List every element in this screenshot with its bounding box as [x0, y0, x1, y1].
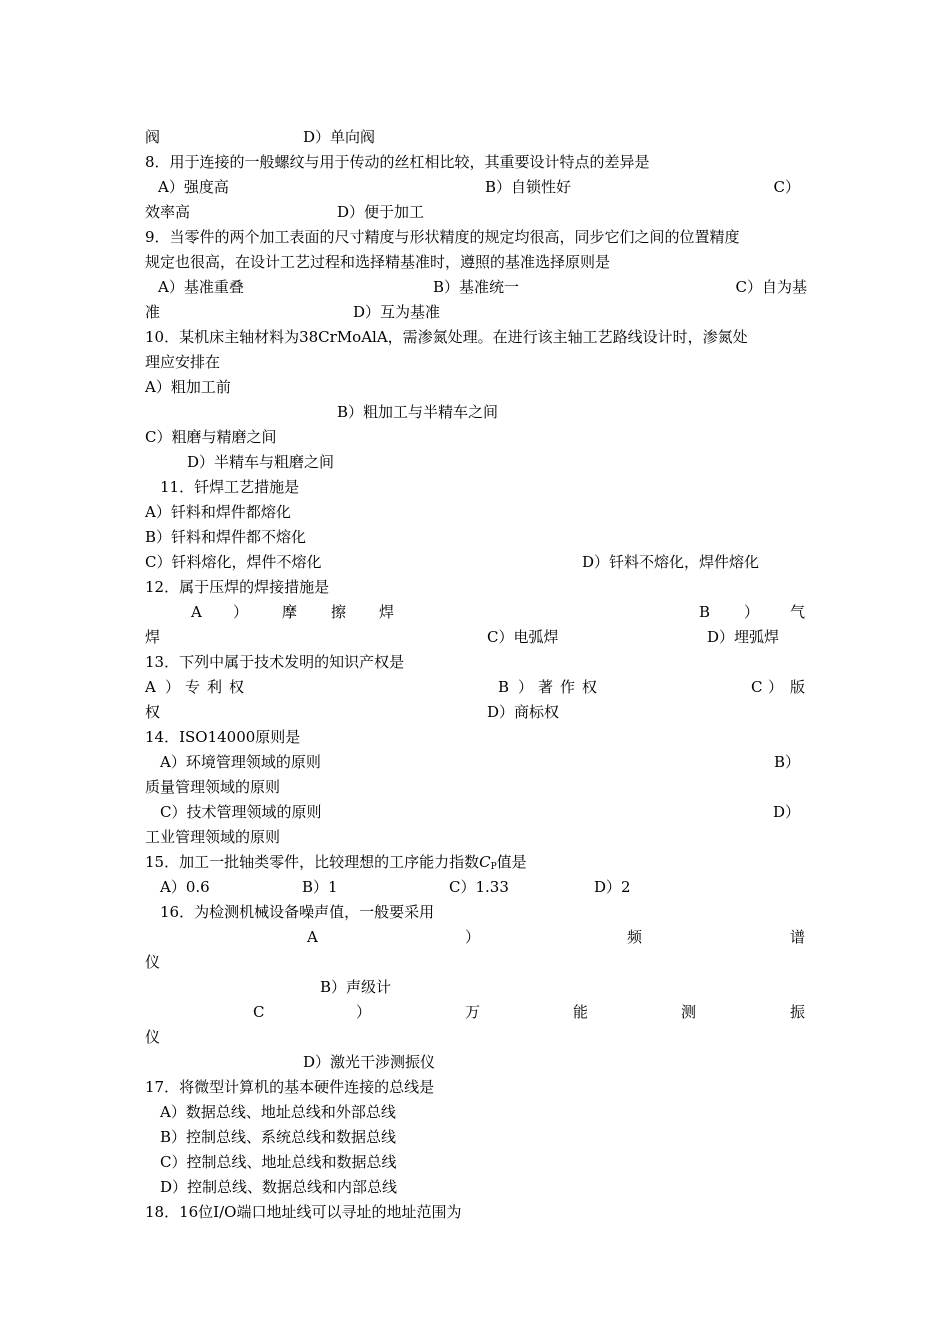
option-c: C）	[773, 178, 800, 196]
q10-option-a: A）粗加工前	[145, 378, 231, 396]
q15-options	[145, 875, 807, 900]
q15-stem: 15．加工一批轴类零件，比较理想的工序能力指数$C_P$值是	[145, 853, 527, 872]
q9-stem-2: 规定也很高，在设计工艺过程和选择精基准时，遵照的基准选择原则是	[145, 253, 611, 271]
q11-option-b: B）钎料和焊件都不熔化	[145, 528, 307, 546]
option-b: B）自锁性好	[485, 178, 572, 196]
q9-options-line-2: 准 D）互为基准	[145, 300, 807, 325]
q8-options-line-1	[145, 175, 807, 200]
q14-options-line-1	[145, 750, 807, 775]
cp-subscript: P	[490, 862, 497, 872]
q8-stem: 8．用于连接的一般螺纹与用于传动的丝杠相比较，其重要设计特点的差异是	[145, 153, 650, 171]
q16-option-c: C ） 万 能 测 振	[253, 1003, 806, 1021]
q11-stem: 11．钎焊工艺措施是	[160, 478, 300, 496]
q17-option-c: C）控制总线、地址总线和数据总线	[160, 1153, 397, 1171]
option-a: A）强度高	[158, 178, 229, 196]
q16-option-b: B）声级计	[320, 978, 392, 996]
q16-option-a: A ） 频 谱	[307, 928, 806, 946]
q16-stem: 16．为检测机械设备噪声值，一般要采用	[160, 903, 435, 921]
option-c: C）1.33	[449, 878, 509, 896]
option-d: D）单向阀	[303, 128, 376, 146]
q13-options-line-1: A ） 专 利 权 B ） 著 作 权 C ） 版	[145, 678, 806, 696]
option-d: D）商标权	[487, 703, 560, 721]
q11-option-a: A）钎料和焊件都熔化	[145, 503, 291, 521]
q13-options-line-2: 权 D）商标权	[145, 700, 807, 725]
q16-option-a-cont: 仪	[145, 953, 161, 971]
option-d: D）2	[594, 878, 631, 896]
cp-symbol: C	[479, 853, 491, 871]
q14-options-line-4: 工业管理领域的原则	[145, 828, 281, 846]
option-c: C）钎料熔化，焊件不熔化	[145, 553, 322, 571]
q12-stem: 12．属于压焊的焊接措施是	[145, 578, 330, 596]
q12-options-line-2: 焊 C）电弧焊 D）埋弧焊	[145, 625, 807, 650]
option-text: 阀	[145, 128, 161, 146]
q18-stem: 18．16位I/O端口地址线可以寻址的地址范围为	[145, 1203, 462, 1221]
q17-option-a: A）数据总线、地址总线和外部总线	[160, 1103, 396, 1121]
q10-option-d: D）半精车与粗磨之间	[187, 453, 335, 471]
q16-option-c-cont: 仪	[145, 1028, 161, 1046]
q16-option-d: D）激光干涉测振仪	[303, 1053, 436, 1071]
option-b: B）1	[302, 878, 338, 896]
q10-option-b: B）粗加工与半精车之间	[337, 403, 499, 421]
q14-stem: 14．ISO14000原则是	[145, 728, 301, 746]
option-d: D）钎料不熔化，焊件熔化	[582, 553, 760, 571]
q8-options-line-2: 效率高 D）便于加工	[145, 200, 807, 225]
option-d: D）便于加工	[337, 203, 425, 221]
option-d: D）埋弧焊	[707, 628, 780, 646]
option-c: C）自为基	[735, 278, 807, 296]
q17-option-b: B）控制总线、系统总线和数据总线	[160, 1128, 397, 1146]
q9-stem-1: 9．当零件的两个加工表面的尺寸精度与形状精度的规定均很高，同步它们之间的位置精度	[145, 228, 740, 246]
option-c: C）技术管理领域的原则	[160, 803, 322, 821]
q14-options-line-3	[145, 800, 807, 825]
q17-option-d: D）控制总线、数据总线和内部总线	[160, 1178, 398, 1196]
q10-stem-1: 10．某机床主轴材料为38CrMoAlA，需渗氮处理。在进行该主轴工艺路线设计时，渗氮处	[145, 328, 748, 346]
option-c: C）电弧焊	[487, 628, 559, 646]
q13-stem: 13．下列中属于技术发明的知识产权是	[145, 653, 405, 671]
option-d: D）互为基准	[353, 303, 441, 321]
option-b: B）基准统一	[433, 278, 520, 296]
q11-options-cd	[145, 550, 807, 575]
q10-option-c: C）粗磨与精磨之间	[145, 428, 277, 446]
option-a: A）环境管理领域的原则	[160, 753, 321, 771]
q12-options-line-1: A ） 摩 擦 焊 B ） 气	[191, 603, 806, 621]
q7-options-line	[145, 125, 807, 150]
q10-stem-2: 理应安排在	[145, 353, 221, 371]
option-b: B）	[773, 753, 800, 771]
option-a: A）基准重叠	[158, 278, 244, 296]
q17-stem: 17．将微型计算机的基本硬件连接的总线是	[145, 1078, 435, 1096]
option-a: A）0.6	[160, 878, 210, 896]
q14-options-line-2: 质量管理领域的原则	[145, 778, 281, 796]
option-d: D）	[772, 803, 800, 821]
q9-options-line-1	[145, 275, 807, 300]
